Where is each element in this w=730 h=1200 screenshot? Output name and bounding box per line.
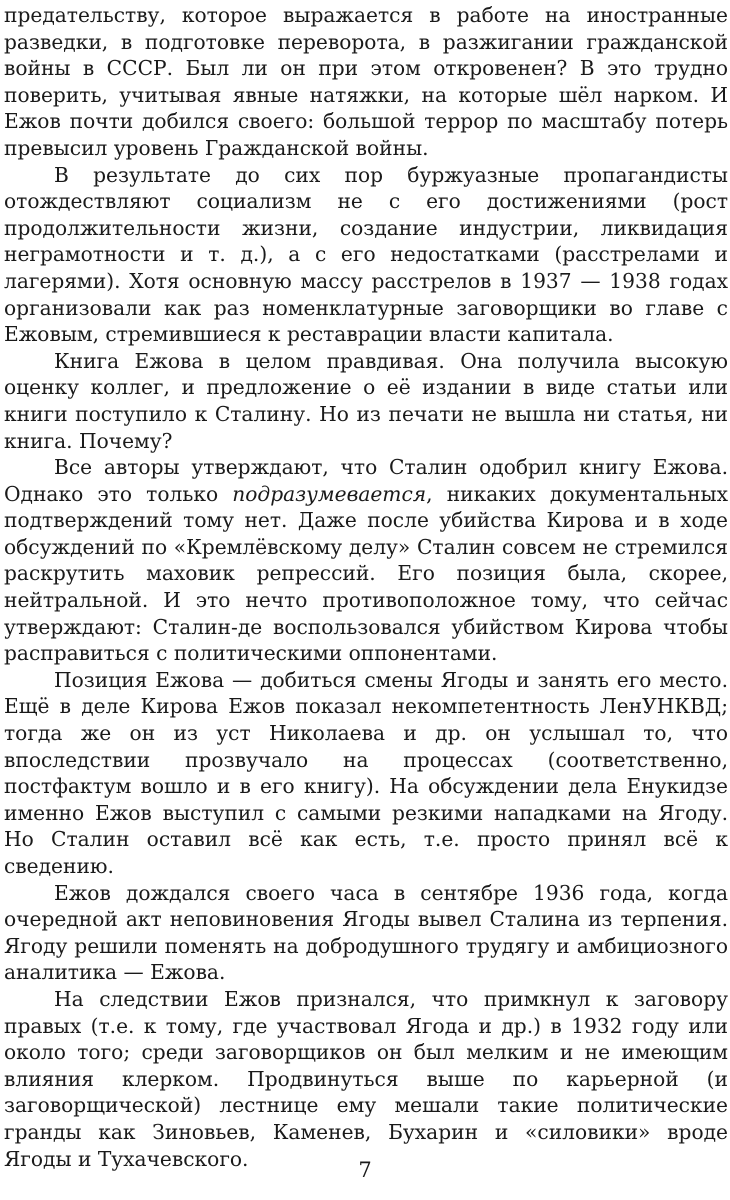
paragraph-7: На следствии Ежов признался, что примкнул к заговору правых (т.е. к тому, где участвовал Ягода и др.) в 1932 году или около того; среди заговорщиков он был мелким и не имеющим влияния клерком. Продвинуться выше по карьерной (и заговорщической) лестнице ему мешали такие политические гранды как Зиновьев, Каменев, Бухарин и «силовики» вроде Ягоды и Тухачевского. xyxy=(4,986,728,1171)
paragraph-6: Ежов дождался своего часа в сентябре 1936 года, когда очередной акт неповиновения Ягоды вывел Сталина из терпения. Ягоду решили поменять на добродушного трудягу и амбициозного аналитика — Ежова. xyxy=(4,880,728,985)
paragraph-4-text-after: , никаких документальных подтверждений тому нет. Даже после убийства Кирова и в ходе обсуждений по «Кремлёвскому делу» Сталин совсем не стремился раскрутить маховик репрессий. Его позиция была, скорее, нейтральной. И это нечто противоположное тому, что сейчас утверждают: Сталин-де воспользовался убийством Кирова чтобы расправиться с политическими оппонентами. xyxy=(4,481,729,666)
paragraph-4 xyxy=(4,454,728,667)
page-body xyxy=(4,2,728,1172)
paragraph-4-text-before: Все авторы утверждают, что Сталин одобрил книгу Ежова. Однако это только xyxy=(4,455,728,506)
paragraph-5: Позиция Ежова — добиться смены Ягоды и занять его место. Ещё в деле Кирова Ежов показал некомпетентность ЛенУНКВД; тогда же он из уст Николаева и др. он услышал то, что впоследствии прозвучало на процессах (соответственно, постфактум вошло и в его книгу). На обсуждении дела Енукидзе именно Ежов выступил с самыми резкими нападками на Ягоду. Но Сталин оставил всё как есть, т.е. просто принял всё к сведению. xyxy=(4,667,728,878)
paragraph-3: Книга Ежова в целом правдивая. Она получила высокую оценку коллег, и предложение о её издании в виде статьи или книги поступило к Сталину. Но из печати не вышла ни статья, ни книга. Почему? xyxy=(4,348,728,453)
paragraph-1: предательству, которое выражается в работе на иностранные разведки, в подготовке переворота, в разжигании гражданской войны в СССР. Был ли он при этом откровенен? В это трудно поверить, учитывая явные натяжки, на которые шёл нарком. И Ежов почти добился своего: большой террор по масштабу потерь превысил уровень Гражданской войны. xyxy=(4,3,728,160)
page-number: 7 xyxy=(358,1158,372,1182)
paragraph-4-emphasis: подразумевается xyxy=(232,481,427,506)
paragraph-2: В результате до сих пор буржуазные пропагандисты отождествляют социализм не с его достижениями (рост продолжительности жизни, создание индустрии, ликвидация неграмотности и т. д.), а с его недостатками (расстрелами и лагерями). Хотя основную массу расстрелов в 1937 — 1938 годах организовали как раз номенклатурные заговорщики во главе с Ежовым, стремившиеся к реставрации власти капитала. xyxy=(4,162,728,347)
